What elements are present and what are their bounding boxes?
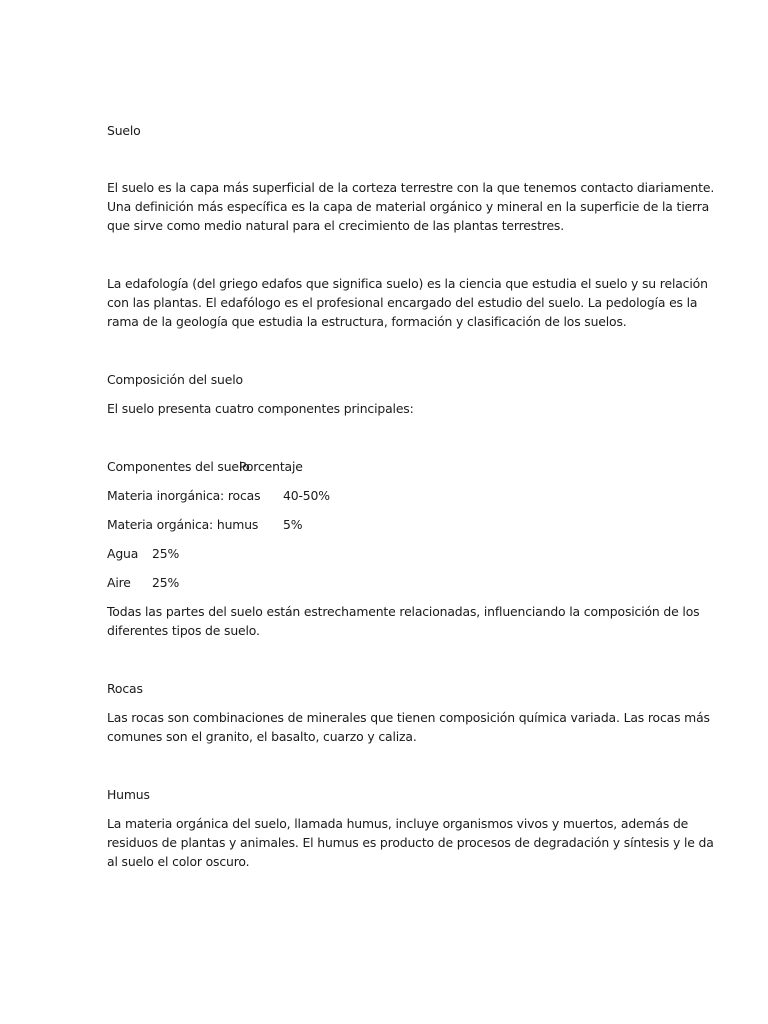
intro-line-2: Una definición más específica es la capa de material orgánico y mineral en la superficie de la tierra — [107, 199, 710, 214]
table-cell-component: Materia orgánica: humus — [107, 517, 259, 532]
edafologia-line-3: rama de la geología que estudia la estructura, formación y clasificación de los suelos. — [107, 314, 627, 329]
table-cell-percent: 40-50% — [283, 488, 330, 503]
composicion-heading: Composición del suelo — [107, 372, 243, 387]
edafologia-line-2: con las plantas. El edafólogo es el profesional encargado del estudio del suelo. La pedología es la — [107, 295, 698, 310]
humus-line-1: La materia orgánica del suelo, llamada humus, incluye organismos vivos y muertos, además de — [107, 816, 689, 831]
composicion-closing-line-1: Todas las partes del suelo están estrechamente relacionadas, influenciando la composición de los — [107, 604, 700, 619]
humus-line-3: al suelo el color oscuro. — [107, 854, 250, 869]
composicion-closing-line-2: diferentes tipos de suelo. — [107, 623, 260, 638]
intro-line-3: que sirve como medio natural para el crecimiento de las plantas terrestres. — [107, 218, 565, 233]
table-cell-component: Agua — [107, 546, 139, 561]
table-cell-component: Aire — [107, 575, 131, 590]
table-cell-percent: 5% — [283, 517, 303, 532]
table-header-percent: Porcentaje — [239, 459, 303, 474]
table-cell-component: Materia inorgánica: rocas — [107, 488, 261, 503]
humus-line-2: residuos de plantas y animales. El humus es producto de procesos de degradación y síntesis y le da — [107, 835, 714, 850]
table-header-components: Componentes del suelo — [107, 459, 250, 474]
document-title: Suelo — [107, 123, 141, 138]
humus-heading: Humus — [107, 787, 150, 802]
edafologia-line-1: La edafología (del griego edafos que significa suelo) es la ciencia que estudia el suelo y su relación — [107, 276, 708, 291]
composicion-lead: El suelo presenta cuatro componentes principales: — [107, 401, 414, 416]
rocas-heading: Rocas — [107, 681, 143, 696]
rocas-line-2: comunes son el granito, el basalto, cuarzo y caliza. — [107, 729, 417, 744]
rocas-line-1: Las rocas son combinaciones de minerales que tienen composición química variada. Las rocas más — [107, 710, 710, 725]
table-cell-percent: 25% — [152, 575, 180, 590]
intro-line-1: El suelo es la capa más superficial de la corteza terrestre con la que tenemos contacto diariamente. — [107, 180, 715, 195]
table-cell-percent: 25% — [152, 546, 180, 561]
